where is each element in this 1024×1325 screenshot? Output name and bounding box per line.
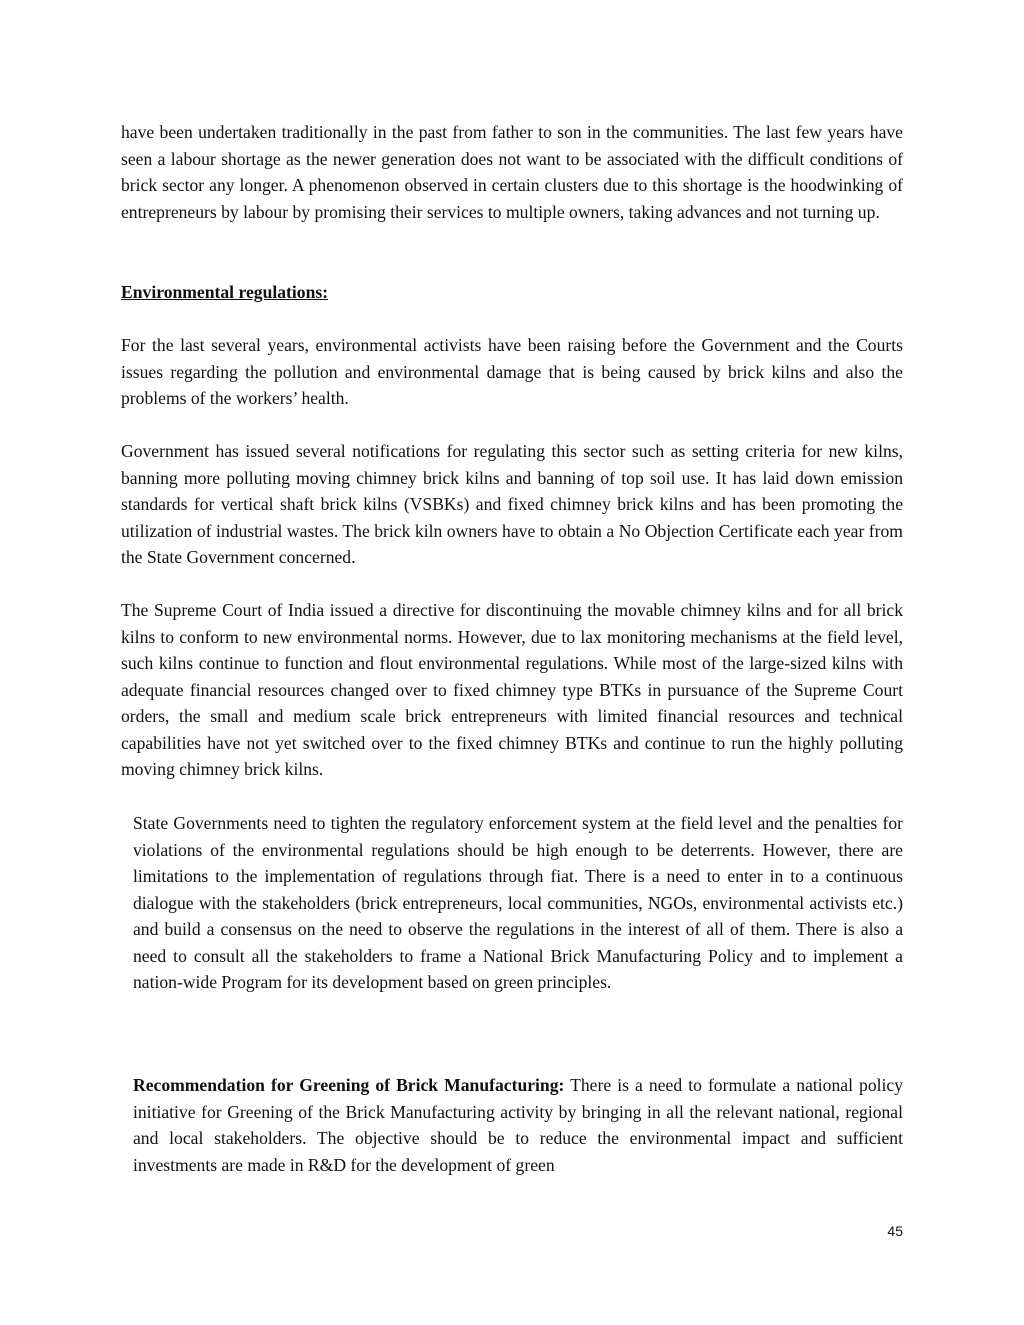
recommendation-lead: Recommendation for Greening of Brick Manufacturing: (133, 1075, 565, 1095)
paragraph-environmental-activists: For the last several years, environmental activists have been raising before the Government and the Courts issues regarding the pollution and environmental damage that is being caused by brick kilns and also the problems of the workers’ health. (121, 335, 903, 408)
paragraph-supreme-court-directive: The Supreme Court of India issued a directive for discontinuing the movable chimney kilns and for all brick kilns to conform to new environmental norms. However, due to lax monitoring mechanisms at the field level, such kilns continue to function and flout environmental regulations. While most of the large-sized kilns with adequate financial resources changed over to fixed chimney type BTKs in pursuance of the Supreme Court orders, the small and medium scale brick entrepreneurs with limited financial resources and technical capabilities have not yet switched over to the fixed chimney BTKs and continue to run the highly polluting moving chimney brick kilns. (121, 600, 903, 779)
paragraph-labour-shortage: have been undertaken traditionally in the past from father to son in the communities. The last few years have seen a labour shortage as the newer generation does not want to be associated with the difficult conditions of brick sector any longer. A phenomenon observed in certain clusters due to this shortage is the hoodwinking of entrepreneurs by labour by promising their services to multiple owners, taking advances and not turning up. (121, 122, 903, 222)
section-heading-environmental-regulations: Environmental regulations: (121, 282, 329, 302)
paragraph-recommendation (133, 1072, 903, 1178)
page-number: 45 (887, 1223, 903, 1239)
paragraph-state-governments: State Governments need to tighten the regulatory enforcement system at the field level and the penalties for violations of the environmental regulations should be high enough to be deterrents. However, there are limitations to the implementation of regulations through fiat. There is a need to enter in to a continuous dialogue with the stakeholders (brick entrepreneurs, local communities, NGOs, environmental activists etc.) and build a consensus on the need to observe the regulations in the interest of all of them. There is also a need to consult all the stakeholders to frame a National Brick Manufacturing Policy and to implement a nation-wide Program for its development based on green principles. (133, 813, 903, 992)
recommendation-text: There is a need to formulate a national policy initiative for Greening of the Brick Manufacturing activity by bringing in all the relevant national, regional and local stakeholders. The objective should be to reduce the environmental impact and sufficient investments are made in R&D for the development of green (133, 1075, 904, 1175)
paragraph-government-notifications: Government has issued several notifications for regulating this sector such as setting criteria for new kilns, banning more polluting moving chimney brick kilns and banning of top soil use. It has laid down emission standards for vertical shaft brick kilns (VSBKs) and fixed chimney brick kilns and has been promoting the utilization of industrial wastes. The brick kiln owners have to obtain a No Objection Certificate each year from the State Government concerned. (121, 441, 903, 567)
